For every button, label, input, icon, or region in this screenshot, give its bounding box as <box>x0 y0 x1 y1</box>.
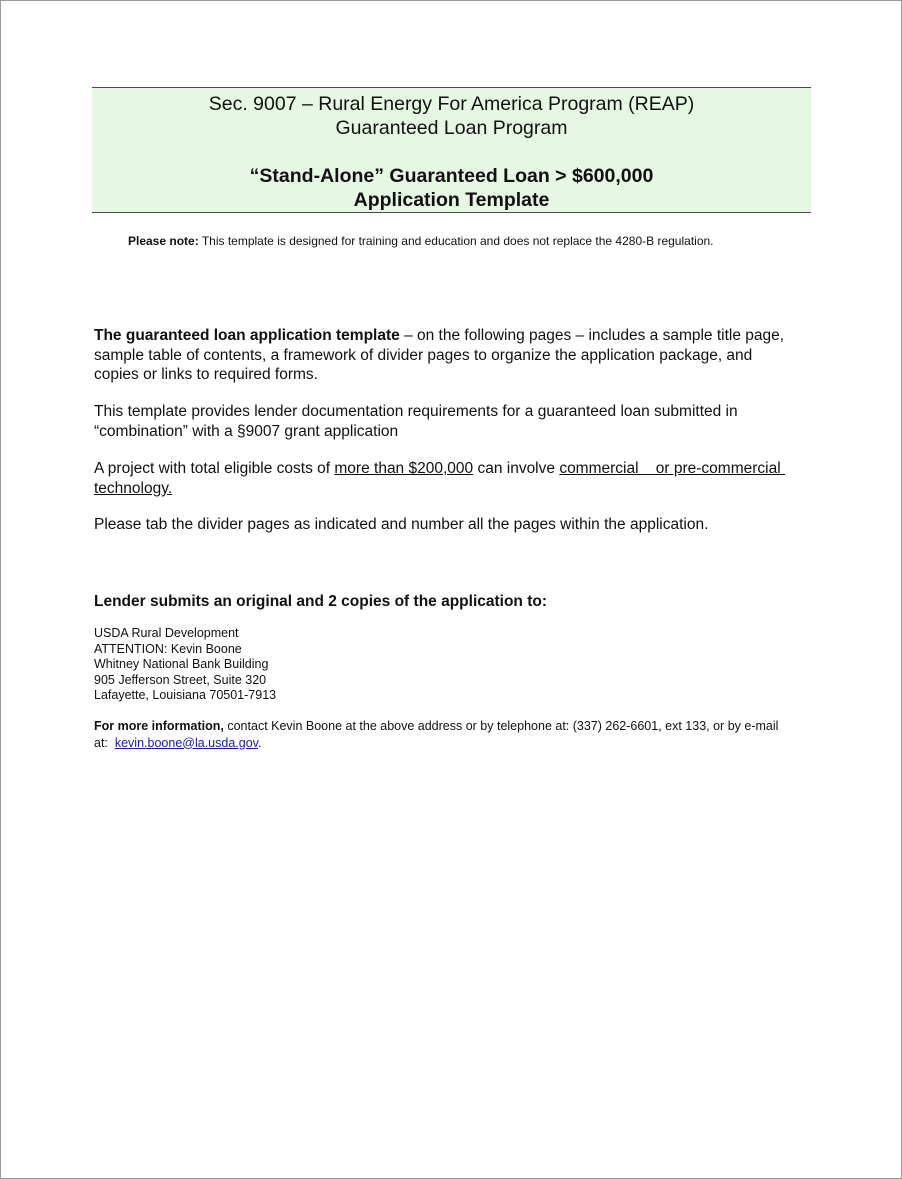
technology-type: commercial or pre-commercial technology. <box>94 460 785 497</box>
address-line: USDA Rural Development <box>94 626 239 640</box>
more-info-label: For more information, <box>94 719 224 733</box>
address-line: Lafayette, Louisiana 70501-7913 <box>94 688 277 702</box>
cost-threshold: more than $200,000 <box>334 460 474 477</box>
contact-info <box>94 718 784 751</box>
program-title: Guaranteed Loan Program <box>335 117 568 139</box>
cost-text-a: A project with total eligible costs of <box>94 460 331 477</box>
address-line: 905 Jefferson Street, Suite 320 <box>94 672 267 687</box>
more-info-end: . <box>257 735 262 750</box>
note-text: This template is designed for training and education and does not replace the 4280-B regulation. <box>201 234 714 248</box>
address-line: Whitney National Bank Building <box>94 657 269 671</box>
more-info-text: contact Kevin Boone at the above address or by telephone at: (337) 262-6601, ext 133, or by e-mail at: <box>94 719 779 750</box>
tab-instructions-paragraph: Please tab the divider pages as indicated and number all the pages within the application. <box>94 516 709 533</box>
title-banner <box>92 87 811 213</box>
note-label: Please note: <box>128 234 199 248</box>
submission-heading: Lender submits an original and 2 copies of the application to: <box>94 593 547 610</box>
intro-bold: The guaranteed loan application template <box>94 327 400 344</box>
address-line: ATTENTION: Kevin Boone <box>94 641 242 656</box>
please-note <box>128 234 714 249</box>
requirements-paragraph: This template provides lender documentation requirements for a guaranteed loan submitted in “combination” with a §9007 grant application <box>94 403 738 440</box>
mailing-address <box>94 626 276 704</box>
cost-text-b: can involve <box>477 460 555 477</box>
template-title: Application Template <box>353 189 550 211</box>
loan-title: “Stand-Alone” Guaranteed Loan > $600,000 <box>249 165 654 187</box>
intro-paragraph <box>94 326 794 385</box>
project-cost-paragraph <box>94 459 794 498</box>
section-title: Sec. 9007 – Rural Energy For America Program (REAP) <box>208 93 695 115</box>
email-link[interactable]: kevin.boone@la.usda.gov <box>114 735 258 750</box>
intro-rest: – on the following pages – includes a sample title page, sample table of contents, a framework of divider pages to organize the application package, and copies or links to required forms. <box>94 327 785 383</box>
